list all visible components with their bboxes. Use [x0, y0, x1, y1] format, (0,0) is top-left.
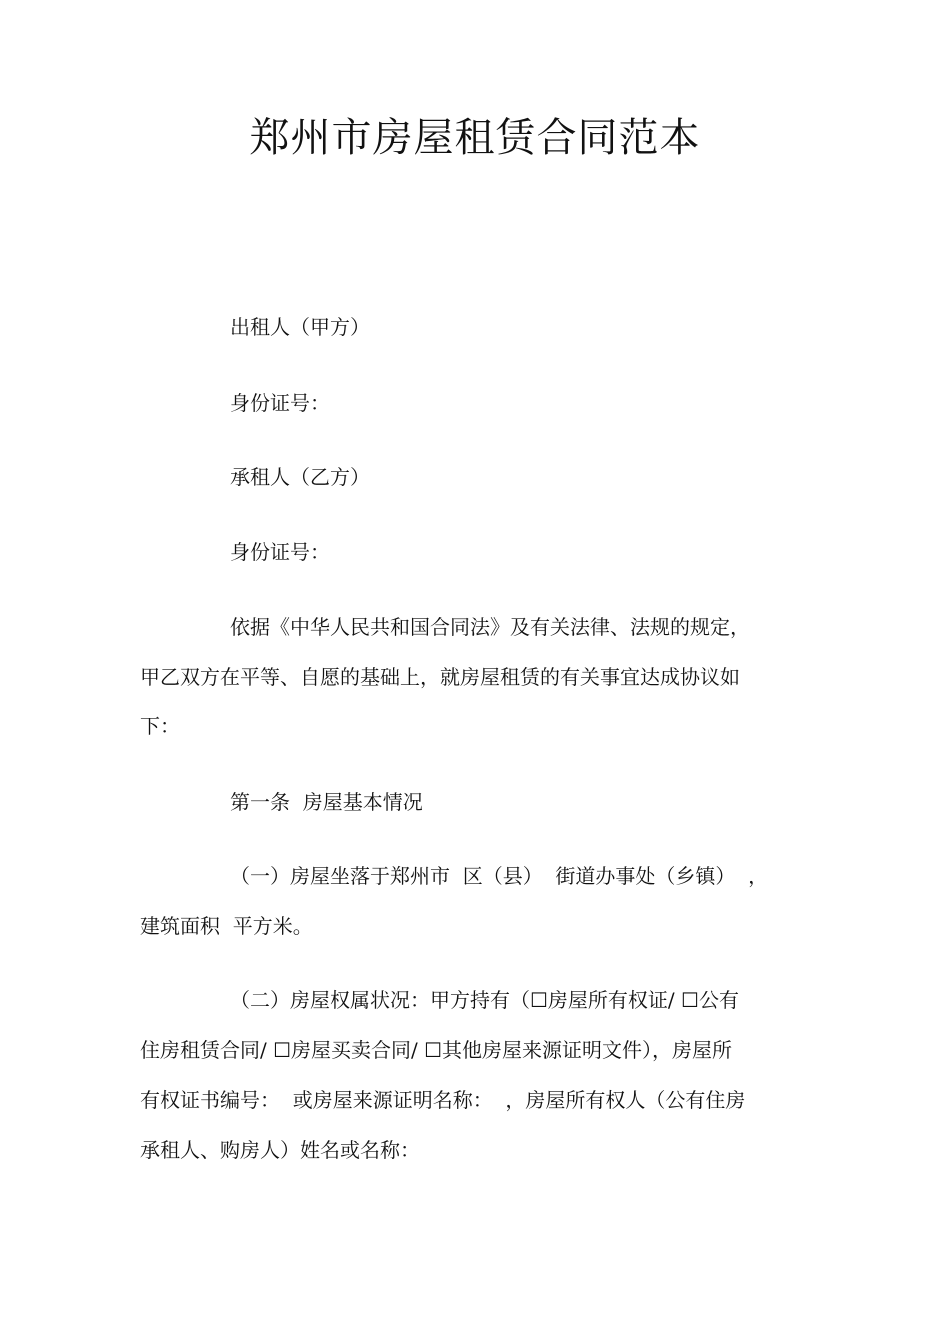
lessor-id-label: 身份证号：	[230, 391, 330, 415]
clause-2-line-1: （二）房屋权属状况：甲方持有（☐房屋所有权证/ ☐公有	[230, 988, 739, 1012]
clause-2-line-2: 住房租赁合同/ ☐房屋买卖合同/ ☐其他房屋来源证明文件），房屋所	[140, 1038, 733, 1062]
clause-1-line-2: 建筑面积 平方米。	[140, 914, 313, 938]
clause-2-line-3: 有权证书编号： 或房屋来源证明名称： ，房屋所有权人（公有住房	[140, 1088, 746, 1112]
lessor-label: 出租人（甲方）	[230, 315, 370, 339]
preamble-line-3: 下：	[140, 714, 180, 738]
preamble-line-2: 甲乙双方在平等、自愿的基础上，就房屋租赁的有关事宜达成协议如	[140, 665, 740, 689]
lessee-id-label: 身份证号：	[230, 540, 330, 564]
document-title: 郑州市房屋租赁合同范本	[249, 115, 701, 161]
preamble-line-1: 依据《中华人民共和国合同法》及有关法律、法规的规定，	[230, 615, 750, 639]
clause-2-line-4: 承租人、购房人）姓名或名称：	[140, 1138, 420, 1162]
lessee-label: 承租人（乙方）	[230, 465, 370, 489]
clause-1-line-1: （一）房屋坐落于郑州市 区（县） 街道办事处（乡镇） ，	[230, 864, 769, 888]
article-1-heading: 第一条 房屋基本情况	[230, 790, 423, 814]
